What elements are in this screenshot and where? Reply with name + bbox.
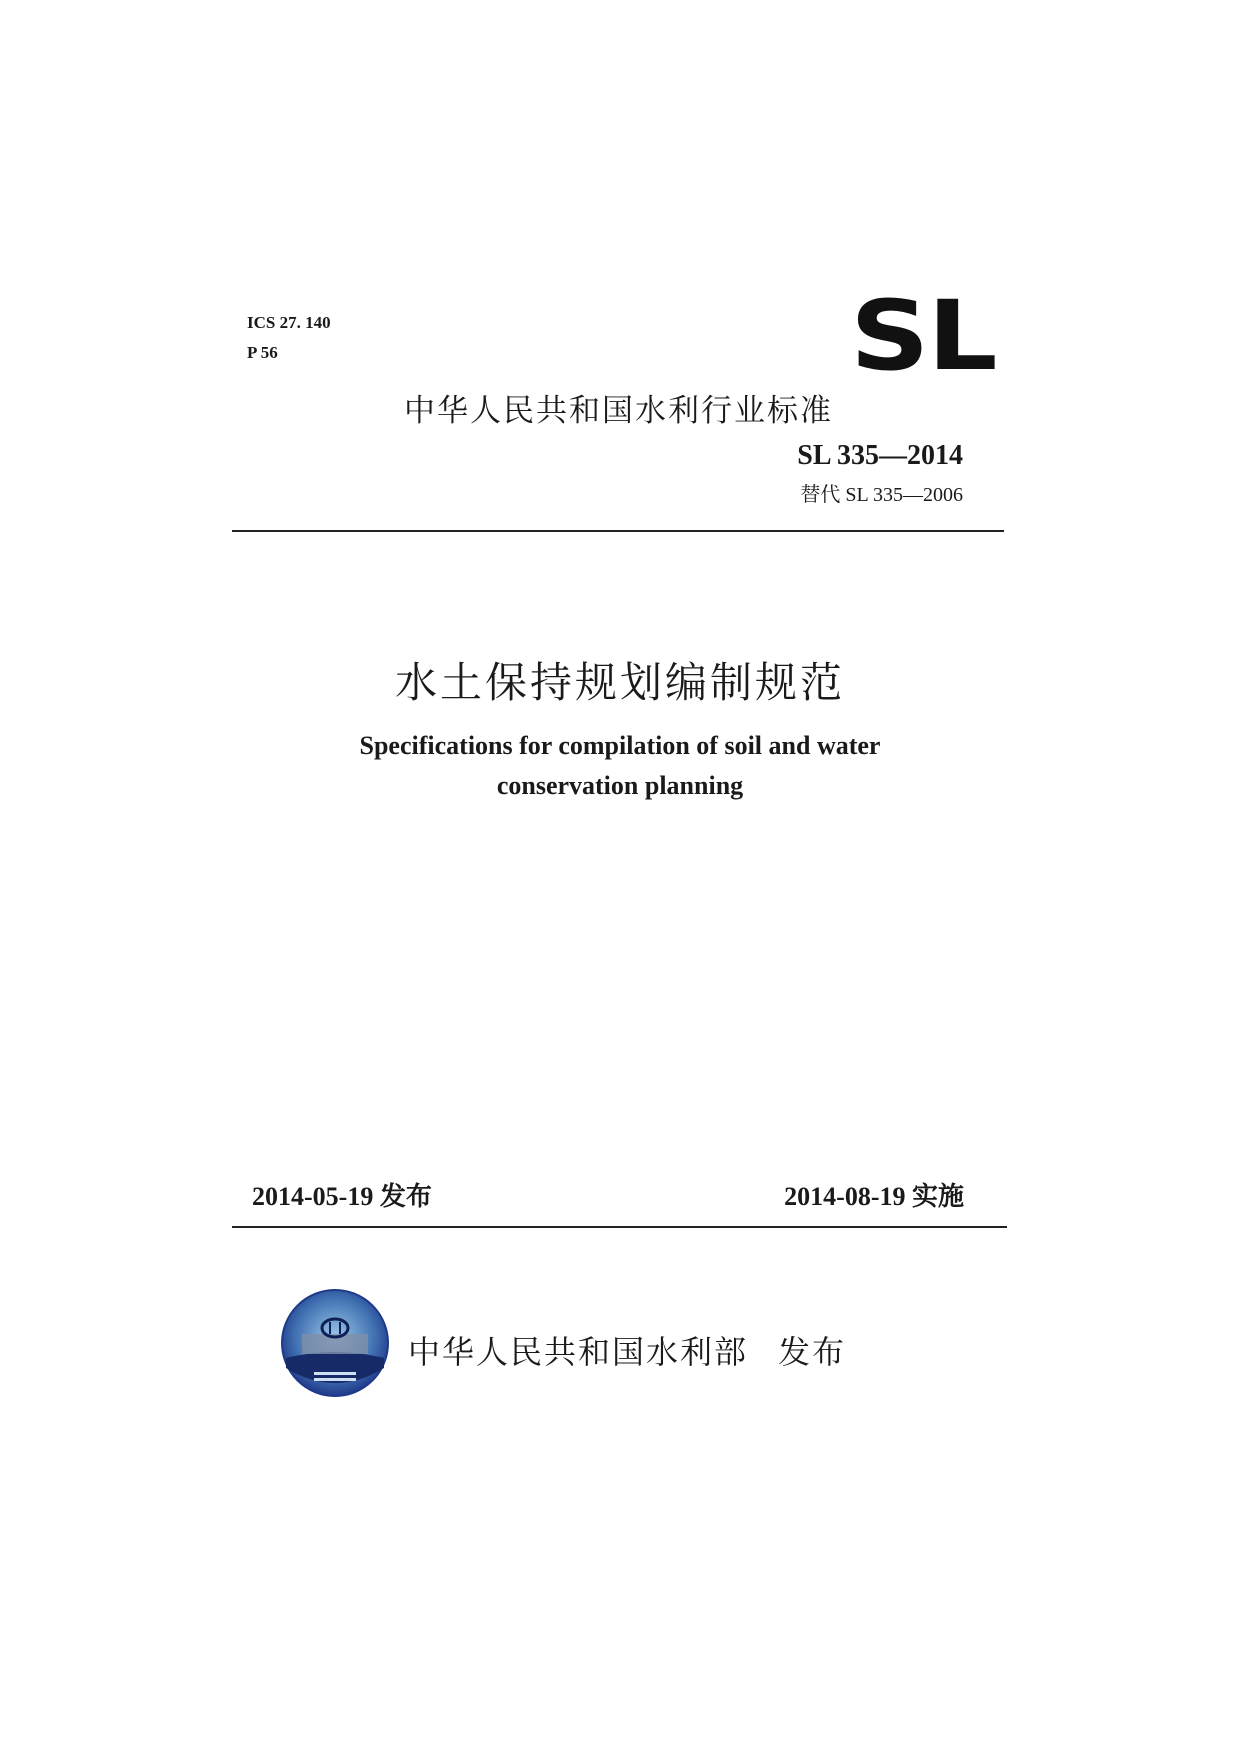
publisher <box>408 1327 846 1373</box>
title-english-line2: conservation planning <box>496 771 744 800</box>
title-chinese: 水土保持规划编制规范 <box>394 658 845 707</box>
title-english <box>240 726 1000 806</box>
publisher-name: 中华人民共和国水利部 <box>408 1333 749 1371</box>
sl-logo: SL <box>850 280 996 392</box>
implementation-date: 2014-08-19 实施 <box>784 1182 964 1211</box>
industry-standard-title: 中华人民共和国水利行业标准 <box>404 393 833 429</box>
standard-number: SL 335—2014 <box>797 440 963 471</box>
top-divider <box>232 530 1004 532</box>
issue-date: 2014-05-19 发布 <box>252 1182 432 1211</box>
ccs-code: P 56 <box>247 343 278 362</box>
publisher-action: 发布 <box>778 1333 847 1371</box>
replaces-standard: 替代 SL 335—2006 <box>800 484 963 506</box>
ics-code: ICS 27. 140 <box>247 313 331 332</box>
anti-counterfeit-seal-icon <box>280 1288 390 1398</box>
title-english-line1: Specifications for compilation of soil and water <box>359 731 881 760</box>
classification-codes <box>247 308 331 368</box>
bottom-divider <box>232 1226 1007 1228</box>
